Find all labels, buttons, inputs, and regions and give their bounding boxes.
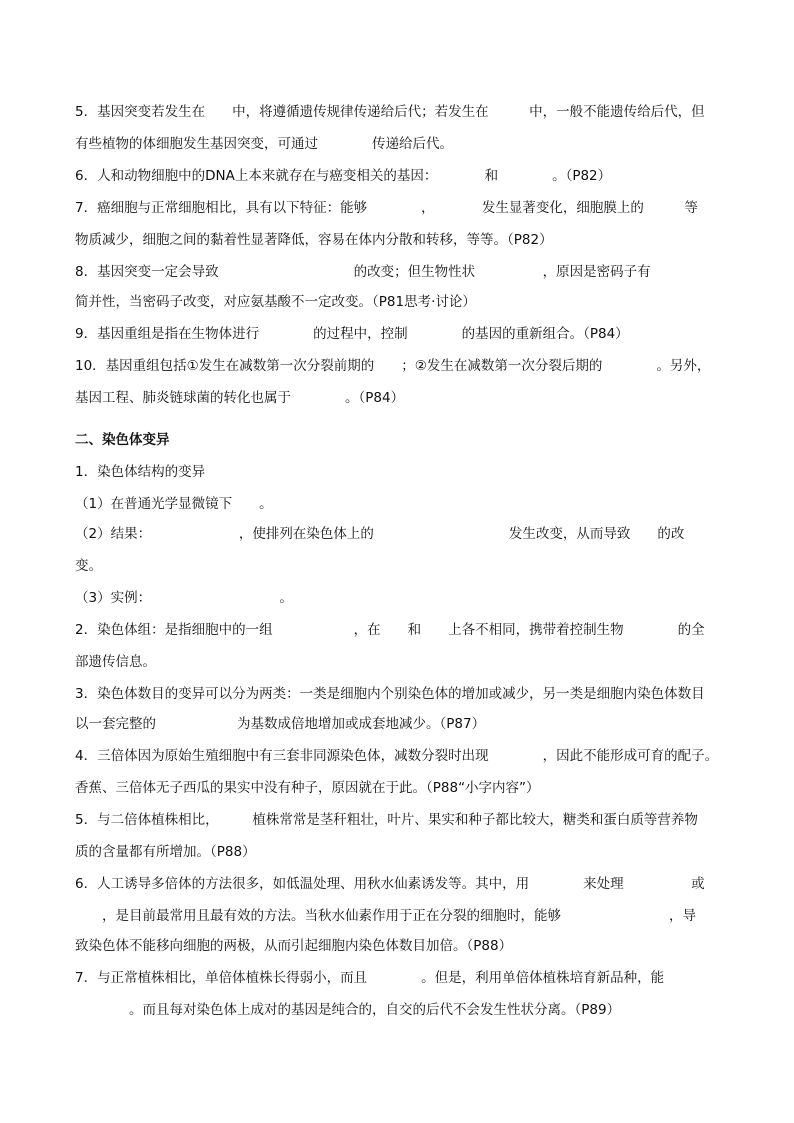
- text-line-9: 10．基因重组包括①发生在减数第一次分裂前期的 ；②发生在减数第一次分裂后期的 。另外，: [75, 358, 711, 374]
- text-line-24: 6．人工诱导多倍体的方法很多，如低温处理、用秋水仙素诱发等。其中，用 来处理 或: [75, 876, 705, 892]
- text-line-10: 基因工程、肺炎链球菌的转化也属于 。（P84）: [75, 390, 405, 406]
- text-line-11: 1．染色体结构的变异: [75, 464, 206, 480]
- text-line-2: 有些植物的体细胞发生基因突变，可通过 传递给后代。: [75, 136, 453, 152]
- text-line-14: 变。: [75, 558, 102, 574]
- text-line-12: （1）在普通光学显微镜下 。: [75, 496, 273, 512]
- text-line-4: 7．癌细胞与正常细胞相比，具有以下特征：能够 ， 发生显著变化，细胞膜上的 等: [75, 200, 698, 216]
- text-line-26: 致染色体不能移向细胞的两极，从而引起细胞内染色体数目加倍。（P88）: [75, 938, 513, 954]
- text-line-25: ，是目前最常用且最有效的方法。当秋水仙素作用于正在分裂的细胞时，能够 ，导: [75, 908, 696, 924]
- text-line-15: （3）实例： 。: [75, 590, 293, 606]
- text-line-1: 5．基因突变若发生在 中，将遵循遗传规律传递给后代；若发生在 中，一般不能遗传给后代，但: [75, 104, 705, 120]
- section-heading: 二、染色体变异: [75, 432, 170, 448]
- text-line-6: 8．基因突变一定会导致 的改变；但生物性状 ，原因是密码子有: [75, 264, 651, 280]
- text-line-22: 5．与二倍体植株相比， 植株常常是茎秆粗壮，叶片、果实和种子都比较大，糖类和蛋白质等营养物: [75, 812, 698, 828]
- text-line-27: 7．与正常植株相比，单倍体植株长得弱小，而且 。但是，利用单倍体植株培育新品种，能: [75, 970, 665, 986]
- text-line-23: 质的含量都有所增加。（P88）: [75, 844, 256, 860]
- text-line-21: 香蕉、三倍体无子西瓜的果实中没有种子，原因就在于此。（P88“小字内容”）: [75, 780, 540, 796]
- text-line-5: 物质减少，细胞之间的黏着性显著降低，容易在体内分散和转移，等等。（P82）: [75, 232, 553, 248]
- text-line-16: 2．染色体组：是指细胞中的一组 ，在 和 上各不相同，携带着控制生物 的全: [75, 622, 705, 638]
- text-line-18: 3．染色体数目的变异可以分为两类：一类是细胞内个别染色体的增加或减少，另一类是细胞内染色体数目: [75, 686, 705, 702]
- text-line-20: 4．三倍体因为原始生殖细胞中有三套非同源染色体，减数分裂时出现 ，因此不能形成可育的配子。: [75, 748, 719, 764]
- text-line-28: 。而且每对染色体上成对的基因是纯合的，自交的后代不会发生性状分离。（P89）: [75, 1002, 621, 1018]
- text-line-7: 简并性，当密码子改变，对应氨基酸不一定改变。（P81思考·讨论）: [75, 294, 476, 310]
- text-line-3: 6．人和动物细胞中的DNA上本来就存在与癌变相关的基因： 和 。（P82）: [75, 168, 612, 184]
- text-line-19: 以一套完整的 为基数成倍地增加或成套地减少。（P87）: [75, 716, 486, 732]
- text-line-13: （2）结果： ，使排列在染色体上的 发生改变，从而导致 的改: [75, 526, 685, 542]
- text-line-17: 部遗传信息。: [75, 654, 156, 670]
- text-line-8: 9．基因重组是指在生物体进行 的过程中，控制 的基因的重新组合。（P84）: [75, 326, 629, 342]
